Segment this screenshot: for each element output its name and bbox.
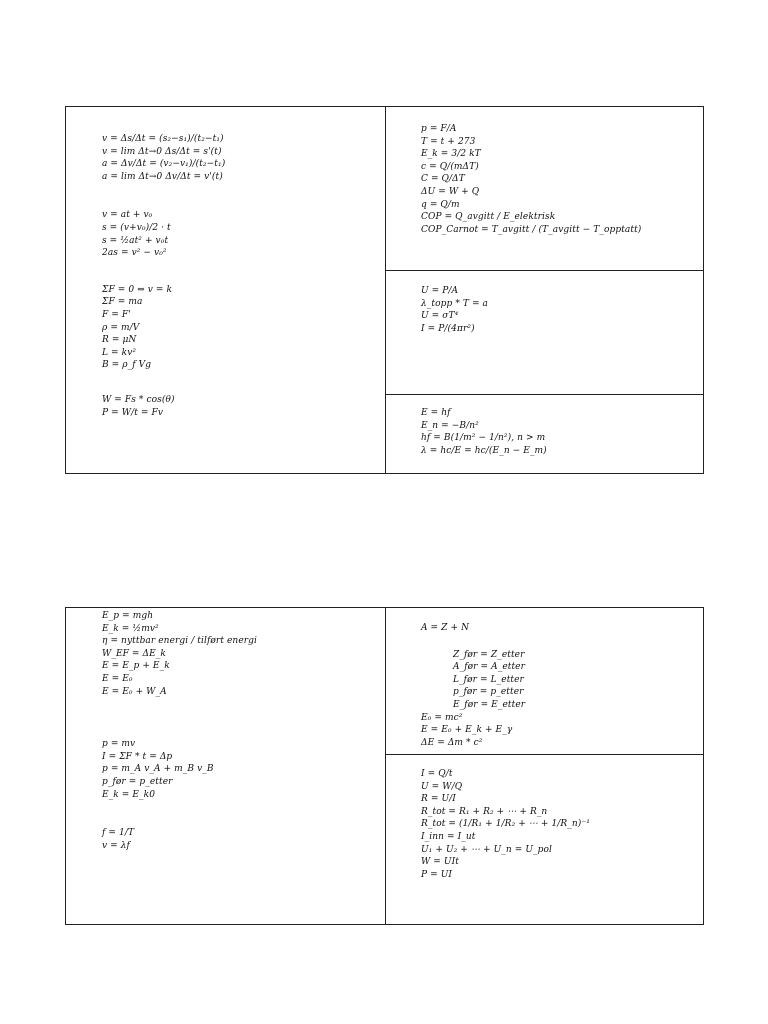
formula: COP_Carnot = T_avgitt / (T_avgitt − T_opptatt) [421,224,642,235]
formula: U₁ + U₂ + ⋯ + U_n = U_pol [421,844,552,855]
formula-table-top [65,106,704,474]
formula: E = E₀ [102,673,133,684]
formula: E = E₀ + E_k + E_γ [421,725,513,736]
formula: R_tot = R₁ + R₂ + ⋯ + R_n [421,806,548,817]
formula: E_k = 3/2 kT [421,149,481,160]
formula: hf = B(1/m² − 1/n²), n > m [421,433,546,444]
formula: C = Q/ΔT [421,174,465,185]
formula: T = t + 273 [421,136,476,147]
formula: U = W/Q [421,781,463,792]
formula: A = Z + N [421,623,470,633]
formula: p = F/A [421,124,457,134]
table-divider [385,754,703,755]
quantum-cell [421,407,547,457]
formula: W = Fs * cos(θ) [102,394,175,405]
table-divider [385,394,703,395]
formula: a = lim Δt→0 Δv/Δt = v'(t) [102,171,223,182]
formula: η = nyttbar energi / tilført energi [102,636,257,647]
formula: s = (v+v₀)/2 · t [102,222,171,233]
table-divider [385,107,386,473]
radiation-cell [421,285,488,335]
formula: λ_topp * T = a [421,298,489,309]
formula: E_k = E_k0 [102,789,156,800]
formula: E = E_p + E_k [102,661,170,672]
table-divider [385,270,703,271]
formula: c = Q/(mΔT) [421,161,479,172]
formula: L = kv² [102,347,137,358]
formula: P = W/t = Fv [102,407,164,418]
formula: λ = hc/E = hc/(E_n − E_m) [421,445,547,456]
formula: ΣF = ma [102,297,143,308]
formula: v = at + v₀ [102,210,153,221]
formula: U = σT⁴ [421,311,459,322]
formula: E = E₀ + W_A [102,686,167,697]
formula: p_før = p_etter [453,687,524,698]
formula: p = m_A v_A + m_B v_B [102,764,214,775]
formula: R_tot = (1/R₁ + 1/R₂ + ⋯ + 1/R_n)⁻¹ [421,819,590,830]
formula: W = UIt [421,857,459,868]
formula: A_før = A_etter [453,662,526,673]
formula: L_før = L_etter [453,674,524,685]
formula: B = ρ_f Vg [102,360,152,371]
formula: 2as = v² − v₀² [102,248,167,259]
formula: E_k = ½mv² [102,623,159,634]
formula-table-bottom [65,607,704,925]
formula: I = ΣF * t = Δp [102,751,173,762]
formula: W_EF = ΔE_k [102,648,166,659]
kinematics-cell [102,133,225,419]
formula: ΔE = Δm * c² [421,737,483,748]
energy-momentum-cell [102,610,257,852]
formula: q = Q/m [421,199,460,210]
formula: v = Δs/Δt = (s₂−s₁)/(t₂−t₁) [102,134,224,144]
formula: ΔU = W + Q [421,186,480,197]
formula: a = Δv/Δt = (v₂−v₁)/(t₂−t₁) [102,159,226,170]
formula: E_før = E_etter [453,699,526,710]
formula: v = lim Δt→0 Δs/Δt = s'(t) [102,146,222,157]
formula: s = ½at² + v₀t [102,235,169,246]
formula: COP = Q_avgitt / E_elektrisk [421,212,556,223]
electricity-cell [421,768,590,881]
table-divider [385,608,386,924]
formula: F = F' [102,309,131,320]
thermo-cell [421,123,641,236]
formula: I = P/(4πr²) [421,323,475,334]
formula: I = Q/t [421,769,453,779]
formula: v = λf [102,840,130,851]
formula: E₀ = mc² [421,712,463,723]
formula: E = hf [421,408,451,418]
formula: U = P/A [421,286,459,296]
formula: ρ = m/V [102,322,140,333]
formula: Z_før = Z_etter [453,649,525,660]
formula: p_før = p_etter [102,776,173,787]
formula: ΣF = 0 ⇔ v = k [102,284,173,295]
formula: E_p = mgh [102,611,154,621]
formula: I_inn = I_ut [421,831,476,842]
formula: f = 1/T [102,828,135,839]
formula: P = UI [421,869,453,880]
formula: R = μN [102,335,137,346]
formula: E_n = −B/n² [421,420,479,431]
formula: p = mv [102,739,136,750]
formula: R = U/I [421,794,456,805]
nuclear-cell [421,622,525,749]
